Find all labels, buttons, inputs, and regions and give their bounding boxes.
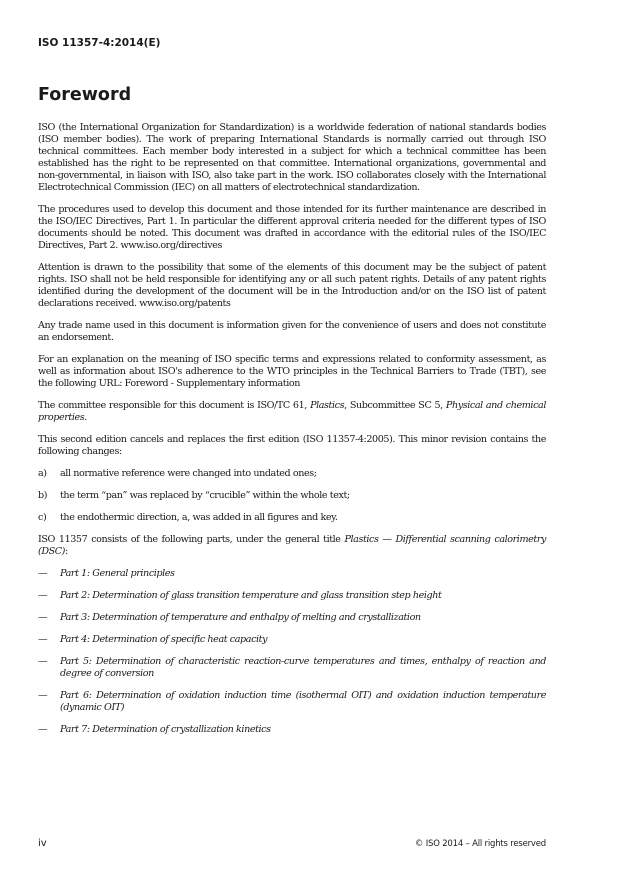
parts-intro-a: ISO 11357 consists of the following parts, under the general title — [38, 534, 345, 545]
dash-marker: — — [38, 590, 48, 601]
paragraph-conformity: For an explanation on the meaning of ISO specific terms and expressions related to conformity assessment, as well as information about ISO's adherence to the WTO principles in the Technical Barriers to Trade (TBT), see the following URL: Foreword - Supplementary information — [38, 354, 546, 389]
list-item — [38, 590, 546, 602]
list-item — [38, 512, 546, 524]
list-item — [38, 468, 546, 480]
list-item — [38, 612, 546, 624]
dash-marker: — — [38, 612, 48, 623]
list-item — [38, 724, 546, 736]
paragraph-committee — [38, 400, 546, 424]
part-title: Part 4: Determination of specific heat capacity — [60, 634, 268, 645]
list-item — [38, 656, 546, 680]
paragraph-patents: Attention is drawn to the possibility that some of the elements of this document may be the subject of patent rights. ISO shall not be held responsible for identifying any or all such patent rights. Details of any patent rights identified during the development of the document will be in the Introduction and/or on the ISO list of patent declarations received. www.iso.org/patents — [38, 262, 546, 309]
committee-text-a: The committee responsible for this document is ISO/TC 61, — [38, 400, 311, 411]
dash-marker: — — [38, 690, 48, 701]
document-id: ISO 11357-4:2014(E) — [38, 37, 161, 49]
committee-plastics: Plastics — [310, 400, 345, 411]
parts-general-title: Plastics — Differential scanning calorimetry (DSC) — [38, 534, 546, 557]
list-item-text: the endothermic direction, a, was added in all figures and key. — [60, 512, 338, 523]
part-title: Part 5: Determination of characteristic reaction-curve temperatures and times, enthalpy of reaction and degree of conversion — [60, 656, 546, 679]
list-marker: a) — [38, 468, 47, 479]
list-item — [38, 634, 546, 646]
part-title: Part 2: Determination of glass transition temperature and glass transition step height — [60, 590, 442, 601]
paragraph-parts-intro — [38, 534, 546, 558]
dash-marker: — — [38, 656, 48, 667]
committee-text-e: . — [84, 412, 87, 423]
list-marker: c) — [38, 512, 47, 523]
list-marker: b) — [38, 490, 48, 501]
foreword-body — [38, 122, 546, 746]
list-item-text: the term “pan” was replaced by “crucible” within the whole text; — [60, 490, 350, 501]
copyright-notice: © ISO 2014 – All rights reserved — [414, 839, 546, 849]
dash-marker: — — [38, 568, 48, 579]
paragraph-iso-intro: ISO (the International Organization for Standardization) is a worldwide federation of national standards bodies (ISO member bodies). The work of preparing International Standards is normally carried out through ISO technical committees. Each member body interested in a subject for which a technical committee has been established has the right to be represented on that committee. International organizations, governmental and non-governmental, in liaison with ISO, also take part in the work. ISO collaborates closely with the International Electrotechnical Commission (IEC) on all matters of electrotechnical standardization. — [38, 122, 546, 193]
part-title: Part 7: Determination of crystallization kinetics — [60, 724, 271, 735]
list-item — [38, 490, 546, 502]
changes-list — [38, 468, 546, 524]
part-title: Part 6: Determination of oxidation induction time (isothermal OIT) and oxidation induction temperature (dynamic OIT) — [60, 690, 546, 713]
list-item-text: all normative reference were changed into undated ones; — [60, 468, 317, 479]
list-item — [38, 690, 546, 714]
paragraph-trade-name: Any trade name used in this document is information given for the convenience of users and does not constitute an endorsement. — [38, 320, 546, 343]
paragraph-procedures: The procedures used to develop this document and those intended for its further maintenance are described in the ISO/IEC Directives, Part 1. In particular the different approval criteria needed for the different types of ISO documents should be noted. This document was drafted in accordance with the editorial rules of the ISO/IEC Directives, Part 2. www.iso.org/directives — [38, 204, 546, 251]
parts-list — [38, 568, 546, 736]
dash-marker: — — [38, 724, 48, 735]
committee-text-c: , Subcommittee SC 5, — [344, 400, 446, 411]
page-number: iv — [38, 838, 47, 849]
part-title: Part 1: General principles — [60, 568, 175, 579]
section-title: Foreword — [38, 85, 132, 105]
part-title: Part 3: Determination of temperature and enthalpy of melting and crystallization — [60, 612, 421, 623]
dash-marker: — — [38, 634, 48, 645]
parts-intro-c: : — [65, 546, 68, 557]
paragraph-edition: This second edition cancels and replaces the first edition (ISO 11357-4:2005). This minor revision contains the following changes: — [38, 434, 546, 457]
list-item — [38, 568, 546, 580]
committee-subcommittee-title: Physical and chemical properties — [38, 400, 546, 423]
